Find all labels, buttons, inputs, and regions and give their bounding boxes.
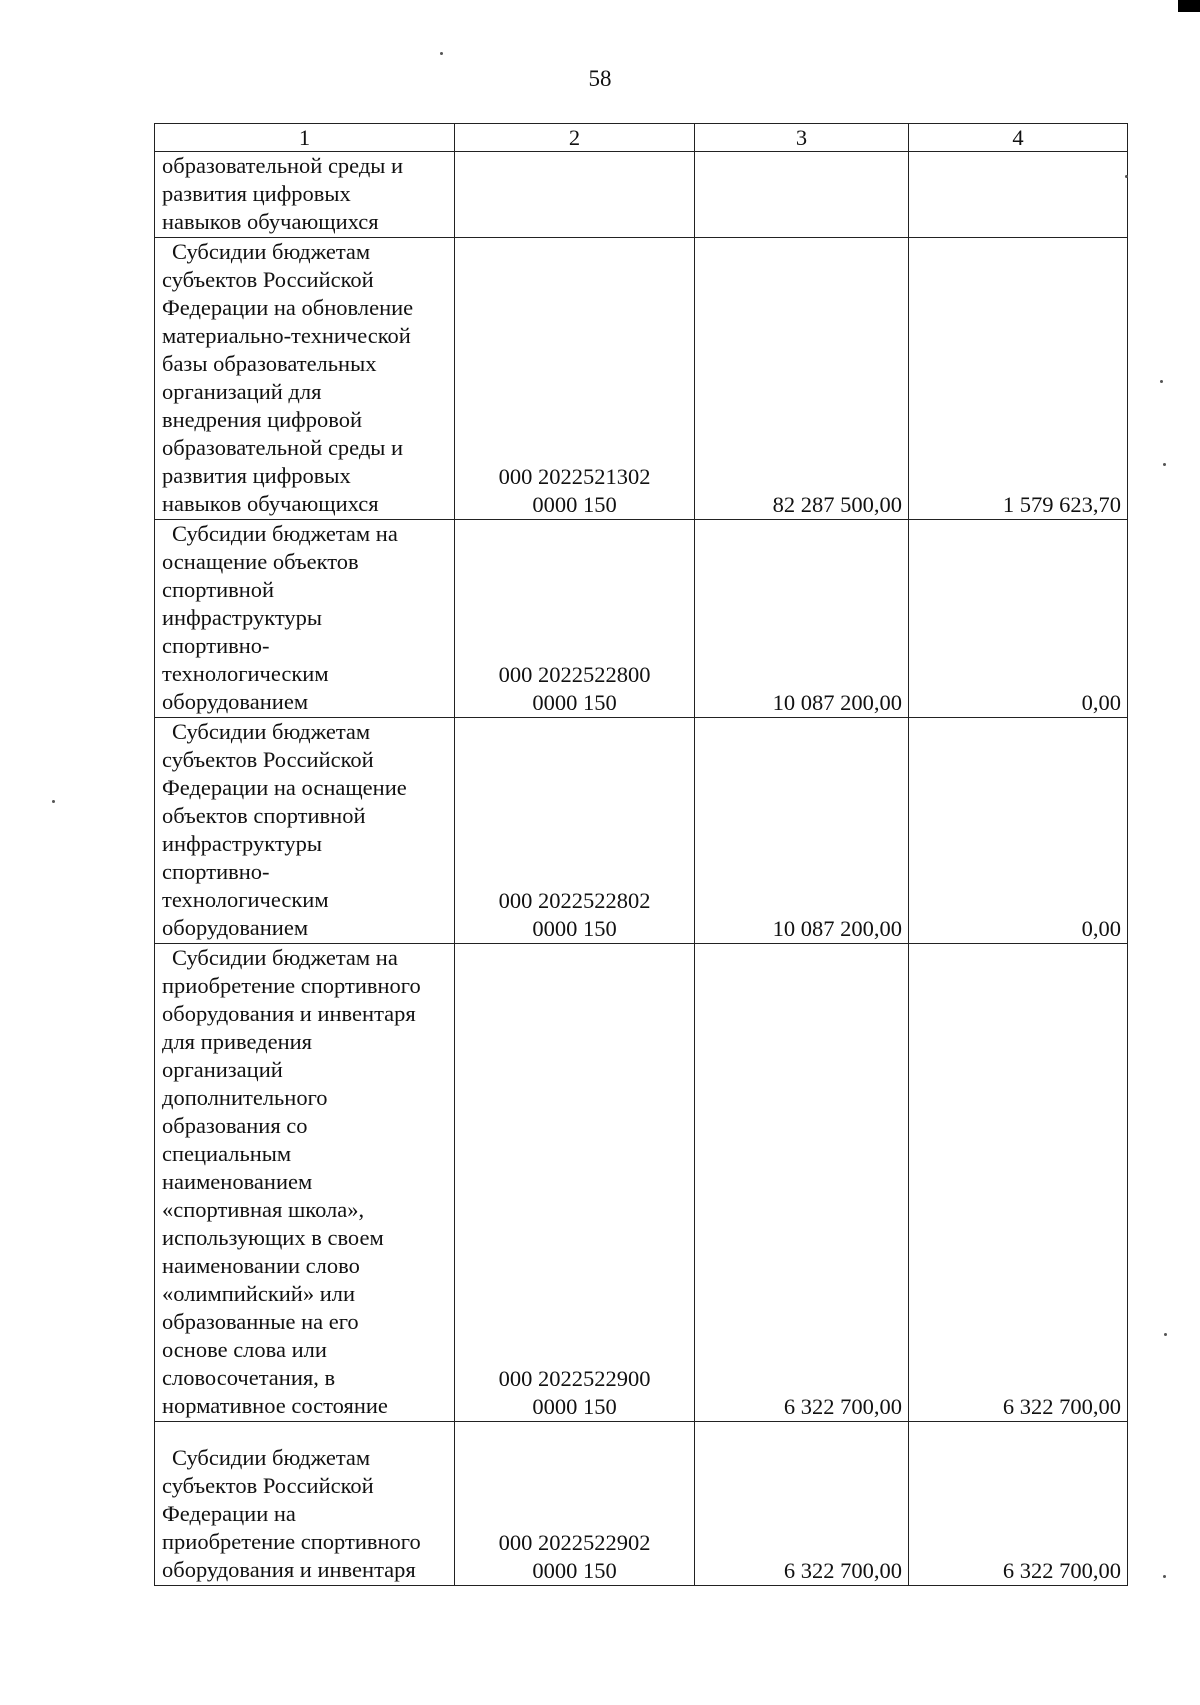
row-code: 000 2022522902 0000 150 xyxy=(455,1422,695,1586)
scan-speck xyxy=(1163,1575,1166,1578)
row-name-cell xyxy=(155,238,455,520)
row-code xyxy=(455,152,695,238)
table-row xyxy=(155,944,1128,1422)
row-plan: 6 322 700,00 xyxy=(695,944,909,1422)
table-row xyxy=(155,718,1128,944)
row-name: образовательной среды и развития цифровых навыков обучающихся xyxy=(162,153,404,234)
row-plan: 82 287 500,00 xyxy=(695,238,909,520)
row-fact: 0,00 xyxy=(909,520,1128,718)
table-row xyxy=(155,1422,1128,1586)
row-fact: 1 579 623,70 xyxy=(909,238,1128,520)
scan-corner-mark xyxy=(1178,0,1200,12)
row-code: 000 2022522800 0000 150 xyxy=(455,520,695,718)
row-name: Субсидии бюджетам на приобретение спортивного оборудования и инвентаря для приведения организаций дополнительного образования со специальным наименованием «спортивная школа», использующих в своем наименовании слово «олимпийский» или образованные на его основе слова или словосочетания, в нормативное состояние xyxy=(162,945,421,1418)
row-name: Субсидии бюджетам субъектов Российской Федерации на оснащение объектов спортивной инфраструктуры спортивно- технологическим оборудованием xyxy=(162,719,407,940)
page-number: 58 xyxy=(588,66,612,91)
row-code: 000 2022522900 0000 150 xyxy=(455,944,695,1422)
row-fact: 6 322 700,00 xyxy=(909,1422,1128,1586)
row-name-cell xyxy=(155,718,455,944)
row-name: Субсидии бюджетам субъектов Российской Федерации на приобретение спортивного оборудования и инвентаря xyxy=(162,1445,421,1582)
row-code: 000 2022522802 0000 150 xyxy=(455,718,695,944)
scan-speck xyxy=(1163,463,1166,466)
row-name-cell xyxy=(155,520,455,718)
row-name-cell xyxy=(155,152,455,238)
table-row xyxy=(155,152,1128,238)
row-fact: 0,00 xyxy=(909,718,1128,944)
row-plan: 10 087 200,00 xyxy=(695,718,909,944)
header-col-4: 4 xyxy=(909,124,1128,152)
header-col-3: 3 xyxy=(695,124,909,152)
scan-speck xyxy=(1125,175,1128,178)
table-row xyxy=(155,520,1128,718)
row-plan: 6 322 700,00 xyxy=(695,1422,909,1586)
row-name: Субсидии бюджетам на оснащение объектов спортивной инфраструктуры спортивно- технологическим оборудованием xyxy=(162,521,398,714)
budget-table xyxy=(154,123,1128,1586)
row-name: Субсидии бюджетам субъектов Российской Федерации на обновление материально-технической базы образовательных организаций для внедрения цифровой образовательной среды и развития цифровых навыков обучающихся xyxy=(162,239,414,516)
header-row xyxy=(155,124,1128,152)
row-name-cell xyxy=(155,944,455,1422)
scan-speck xyxy=(52,800,55,803)
row-plan xyxy=(695,152,909,238)
row-fact xyxy=(909,152,1128,238)
scan-speck xyxy=(440,52,443,55)
header-col-1: 1 xyxy=(155,124,455,152)
scan-speck xyxy=(1160,380,1163,383)
row-name-cell xyxy=(155,1422,455,1586)
row-plan: 10 087 200,00 xyxy=(695,520,909,718)
row-code: 000 2022521302 0000 150 xyxy=(455,238,695,520)
table-row xyxy=(155,238,1128,520)
row-fact: 6 322 700,00 xyxy=(909,944,1128,1422)
header-col-2: 2 xyxy=(455,124,695,152)
scan-speck xyxy=(1164,1333,1167,1336)
